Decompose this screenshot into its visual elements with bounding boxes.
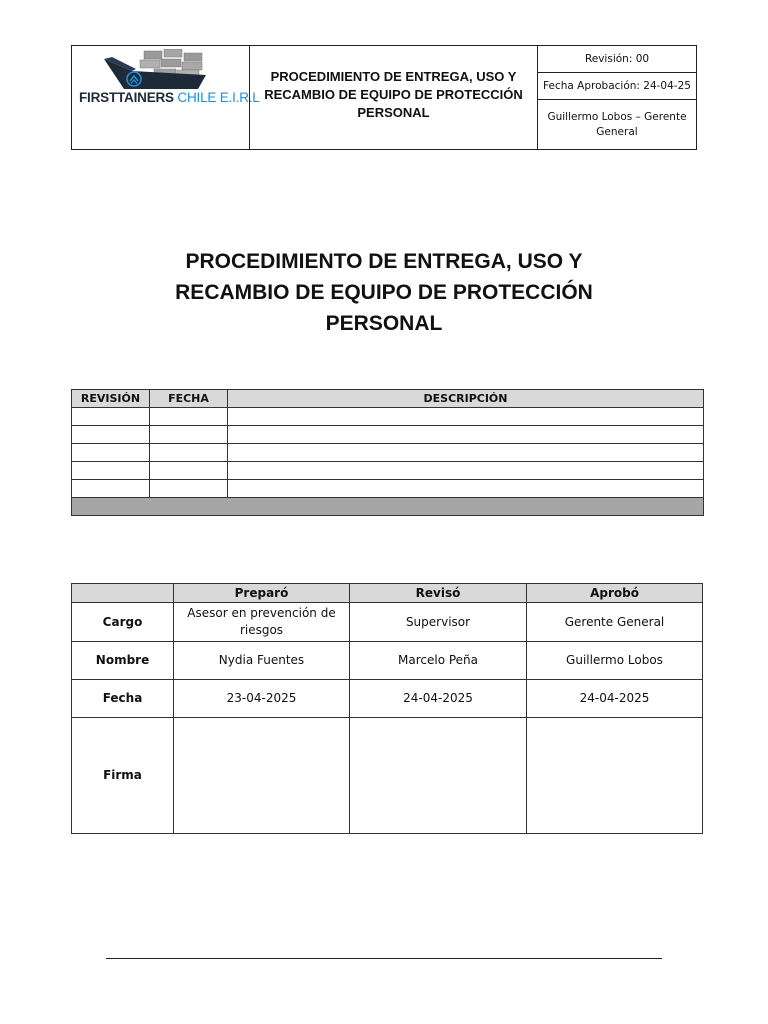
table-row-nombre: [72, 642, 703, 680]
row-label: Fecha: [72, 680, 174, 718]
table-cell: Supervisor: [350, 603, 527, 642]
table-cell: [228, 444, 704, 462]
header-meta: [538, 46, 696, 149]
table-cell: [228, 480, 704, 498]
table-cell: [150, 408, 228, 426]
header-title: PROCEDIMIENTO DE ENTREGA, USO Y RECAMBIO DE EQUIPO DE PROTECCIÓN PERSONAL: [250, 46, 538, 149]
signature-cell: [350, 718, 527, 834]
revision-table-header: [72, 390, 704, 408]
table-cell: [150, 444, 228, 462]
table-cell: [150, 426, 228, 444]
table-cell: [228, 462, 704, 480]
logo-name-part1: FIRSTTAINERS: [79, 90, 174, 105]
table-cell: Asesor en prevención de riesgos: [174, 603, 350, 642]
col-header-date: FECHA: [150, 390, 228, 408]
table-cell: [150, 480, 228, 498]
grey-bar: [72, 498, 704, 516]
table-row: [72, 426, 704, 444]
table-cell: [72, 462, 150, 480]
table-cell: 23-04-2025: [174, 680, 350, 718]
document-header: [71, 45, 697, 150]
approval-table-header: [72, 584, 703, 603]
table-row-firma: [72, 718, 703, 834]
table-row: [72, 480, 704, 498]
table-cell: 24-04-2025: [527, 680, 703, 718]
table-row: [72, 408, 704, 426]
col-header-empty: [72, 584, 174, 603]
table-cell: [72, 426, 150, 444]
table-row: [72, 444, 704, 462]
col-header-approved: Aprobó: [527, 584, 703, 603]
col-header-reviewed: Revisó: [350, 584, 527, 603]
table-row-fecha: [72, 680, 703, 718]
approval-table: [71, 583, 703, 834]
table-cell: [228, 426, 704, 444]
table-cell: [72, 444, 150, 462]
table-cell: Gerente General: [527, 603, 703, 642]
table-cell: Guillermo Lobos: [527, 642, 703, 680]
revision-table: [71, 389, 704, 516]
footer-divider: [106, 958, 662, 959]
table-row-cargo: [72, 603, 703, 642]
table-cell: Nydia Fuentes: [174, 642, 350, 680]
row-label: Cargo: [72, 603, 174, 642]
signature-cell: [174, 718, 350, 834]
row-label: Nombre: [72, 642, 174, 680]
col-header-description: DESCRIPCIÓN: [228, 390, 704, 408]
approval-date: Fecha Aprobación: 24-04-25: [538, 73, 696, 100]
ship-logo-icon: [102, 49, 230, 91]
row-label: Firma: [72, 718, 174, 834]
signature-cell: [527, 718, 703, 834]
table-footer-bar: [72, 498, 704, 516]
table-cell: [72, 408, 150, 426]
col-header-prepared: Preparó: [174, 584, 350, 603]
table-cell: Marcelo Peña: [350, 642, 527, 680]
col-header-revision: REVISIÓN: [72, 390, 150, 408]
table-cell: 24-04-2025: [350, 680, 527, 718]
revision-number: Revisión: 00: [538, 46, 696, 73]
table-cell: [72, 480, 150, 498]
page-title: PROCEDIMIENTO DE ENTREGA, USO Y RECAMBIO DE EQUIPO DE PROTECCIÓN PERSONAL: [175, 250, 593, 335]
table-row: [72, 462, 704, 480]
logo-wordmark: [79, 90, 260, 105]
table-cell: [150, 462, 228, 480]
table-cell: [228, 408, 704, 426]
company-logo: [72, 46, 260, 149]
logo-name-part2: CHILE E.I.R.L: [177, 90, 260, 105]
approver: Guillermo Lobos – Gerente General: [547, 110, 687, 138]
